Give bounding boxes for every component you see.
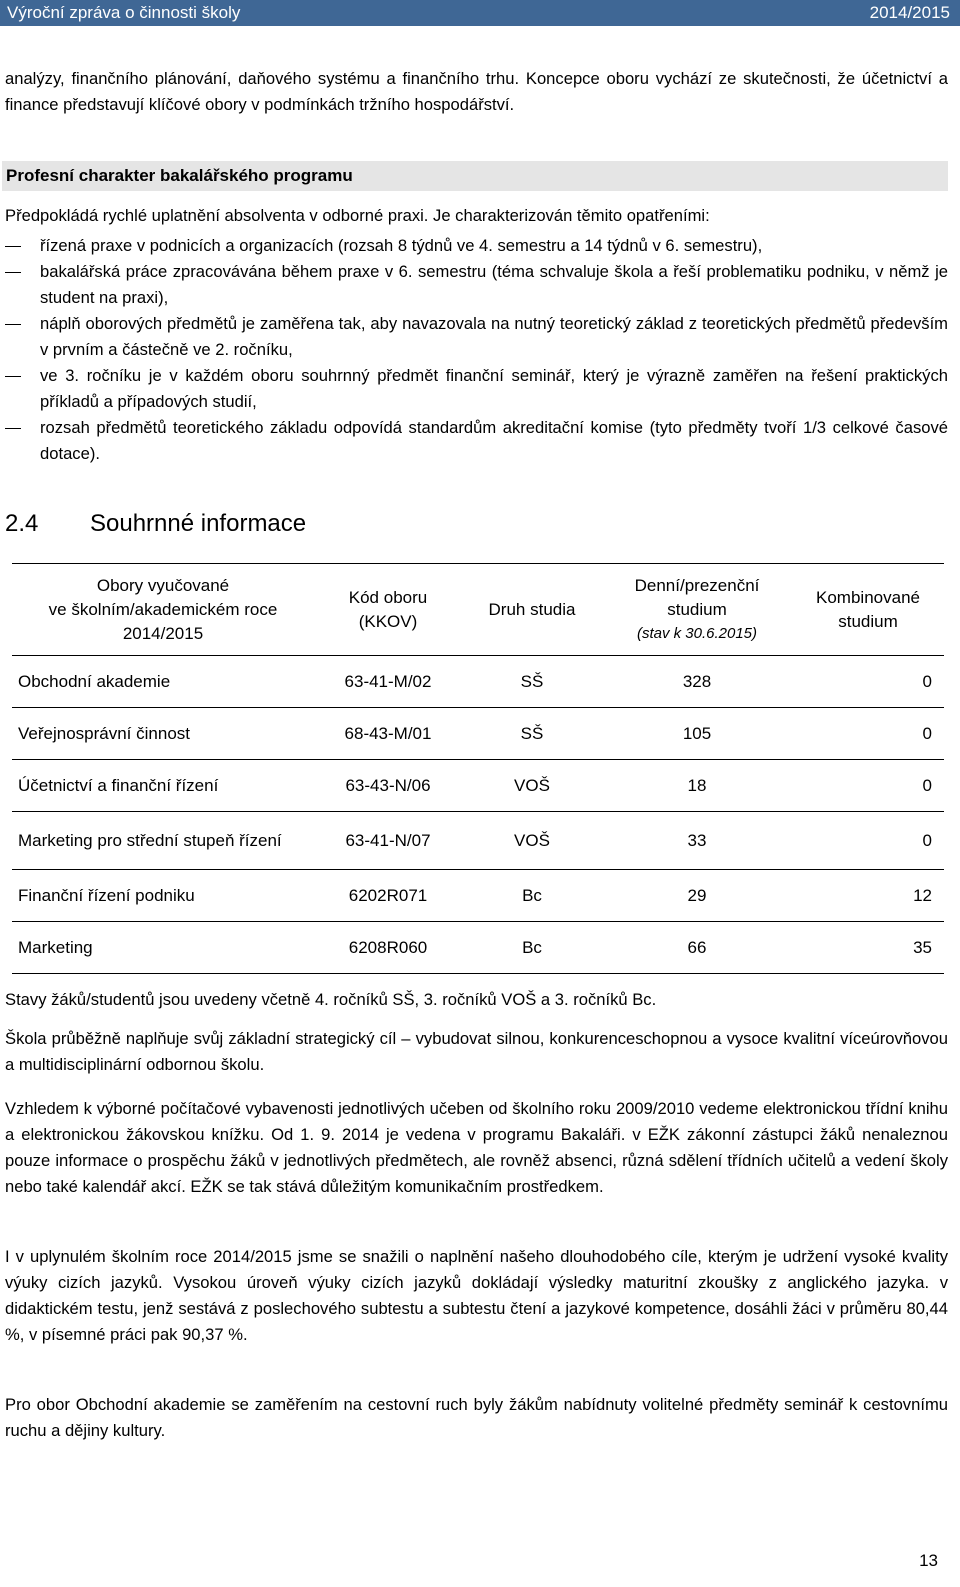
intro-paragraph: analýzy, finančního plánování, daňového systému a finančního trhu. Koncepce oboru vychází ze skutečnosti, že účetnictví a finance představují klíčové obory v podmínkách tržního hospodářství. xyxy=(5,69,948,114)
list-item xyxy=(5,233,948,259)
cell-druh: SŠ xyxy=(462,656,602,708)
cell-druh: VOŠ xyxy=(462,812,602,870)
header-year: 2014/2015 xyxy=(869,3,950,22)
cell-denni: 29 xyxy=(602,870,792,922)
cell-kombinovane: 0 xyxy=(792,656,944,708)
cell-denni: 105 xyxy=(602,708,792,760)
section-intro: Předpokládá rychlé uplatnění absolventa v odborné praxi. Je charakterizován těmito opatřeními: xyxy=(5,206,710,225)
dash-icon xyxy=(5,272,21,273)
header-obory xyxy=(12,564,314,656)
cell-kod: 63-41-N/07 xyxy=(314,812,462,870)
header-obory-line1: Obory vyučované xyxy=(96,575,230,595)
cell-obor: Finanční řízení podniku xyxy=(12,870,314,922)
cell-druh: Bc xyxy=(462,870,602,922)
header-komb-line1: Kombinované xyxy=(816,587,920,607)
header-kod-line2: (KKOV) xyxy=(358,611,418,631)
header-kod xyxy=(314,564,462,656)
list-item xyxy=(5,259,948,311)
section-heading-text: Profesní charakter bakalářského programu xyxy=(6,166,353,185)
paragraph: Škola průběžně naplňuje svůj základní strategický cíl – vybudovat silnou, konkurenceschopnou a vysoce kvalitní víceúrovňovou a multidisciplinární odbornou školu. xyxy=(5,1029,948,1074)
page-header xyxy=(0,0,960,26)
header-denni-line1: Denní/prezenční xyxy=(634,575,760,595)
table-row xyxy=(12,812,944,870)
header-denni xyxy=(602,564,792,656)
table-header-row xyxy=(12,564,944,656)
header-title: Výroční zpráva o činnosti školy xyxy=(7,3,241,22)
cell-kod: 6202R071 xyxy=(314,870,462,922)
cell-kod: 63-43-N/06 xyxy=(314,760,462,812)
list-item-text: ve 3. ročníku je v každém oboru souhrnný předmět finanční seminář, který je výrazně zaměřen na řešení praktických příkladů a případových studií, xyxy=(40,366,948,411)
cell-kombinovane: 35 xyxy=(792,922,944,974)
paragraph: Vzhledem k výborné počítačové vybavenosti jednotlivých učeben od školního roku 2009/2010 vedeme elektronickou třídní knihu a elektronickou žákovskou knížku. Od 1. 9. 2014 je vedena v programu Bakaláři. v EŽK zákonní zástupci žáků nenaleznou pouze informace o prospěchu žáků v jednotlivých předmětech, ale rovněž absenci, různá sdělení třídních učitelů a vedení školy nebo také kalendář akcí. EŽK se tak stává důležitým komunikačním prostředkem. xyxy=(5,1099,948,1196)
cell-obor: Obchodní akademie xyxy=(12,656,314,708)
table-row xyxy=(12,708,944,760)
paragraph: I v uplynulém školním roce 2014/2015 jsme se snažili o naplnění našeho dlouhodobého cíle, kterým je udržení vysoké kvality výuky cizích jazyků. Vysokou úroveň výuky cizích jazyků dokládají výsledky maturitní zkoušky z anglického jazyka. v didaktickém testu, jenž sestává z poslechového subtestu a subtestu čtení a jazykové kompetence, dosáhli žáci v průměru 80,44 %, v písemné práci pak 90,37 %. xyxy=(5,1247,948,1344)
header-druh: Druh studia xyxy=(462,564,602,656)
cell-druh: VOŠ xyxy=(462,760,602,812)
cell-denni: 66 xyxy=(602,922,792,974)
cell-denni: 18 xyxy=(602,760,792,812)
header-komb-line2: studium xyxy=(838,611,898,631)
section-heading xyxy=(2,161,948,191)
header-kombinovane xyxy=(792,564,944,656)
list-item-text: bakalářská práce zpracovávána během praxe v 6. semestru (téma schvaluje škola a řeší problematiku podniku, v němž je student na praxi), xyxy=(40,262,948,307)
summary-table xyxy=(12,563,944,974)
cell-druh: SŠ xyxy=(462,708,602,760)
chapter-heading xyxy=(5,507,306,541)
dash-icon xyxy=(5,324,21,325)
paragraph: Pro obor Obchodní akademie se zaměřením na cestovní ruch byly žákům nabídnuty volitelné předměty seminář k cestovnímu ruchu a dějiny kultury. xyxy=(5,1395,948,1440)
list-item-text: náplň oborových předmětů je zaměřena tak, aby navazovala na nutný teoretický základ z teoretických předmětů především v prvním a částečně ve 2. ročníku, xyxy=(40,314,948,359)
header-kod-line1: Kód oboru xyxy=(348,587,428,607)
cell-kombinovane: 0 xyxy=(792,760,944,812)
header-denni-line2: studium xyxy=(667,599,727,619)
list-item xyxy=(5,415,948,467)
dash-icon xyxy=(5,246,21,247)
table-row xyxy=(12,922,944,974)
list-item xyxy=(5,311,948,363)
header-obory-line3: 2014/2015 xyxy=(122,623,204,643)
list-item xyxy=(5,363,948,415)
header-obory-line2: ve školním/akademickém roce xyxy=(48,599,278,619)
cell-kod: 63-41-M/02 xyxy=(314,656,462,708)
table-note: Stavy žáků/studentů jsou uvedeny včetně 4. ročníků SŠ, 3. ročníků VOŠ a 3. ročníků Bc. xyxy=(5,990,657,1009)
dash-icon xyxy=(5,376,21,377)
cell-kod: 6208R060 xyxy=(314,922,462,974)
table-row xyxy=(12,760,944,812)
bullet-list xyxy=(5,233,948,467)
cell-denni: 33 xyxy=(602,812,792,870)
cell-denni: 328 xyxy=(602,656,792,708)
header-denni-note: (stav k 30.6.2015) xyxy=(636,624,758,642)
list-item-text: rozsah předmětů teoretického základu odpovídá standardům akreditační komise (tyto předměty tvoří 1/3 celkové časové dotace). xyxy=(40,418,948,463)
list-item-text: řízená praxe v podnicích a organizacích (rozsah 8 týdnů ve 4. semestru a 14 týdnů v 6. semestru), xyxy=(40,236,763,255)
dash-icon xyxy=(5,428,21,429)
cell-obor: Marketing pro střední stupeň řízení xyxy=(12,812,314,870)
cell-obor: Veřejnosprávní činnost xyxy=(12,708,314,760)
cell-kombinovane: 0 xyxy=(792,812,944,870)
cell-obor: Marketing xyxy=(12,922,314,974)
table-row xyxy=(12,656,944,708)
cell-obor: Účetnictví a finanční řízení xyxy=(12,760,314,812)
cell-druh: Bc xyxy=(462,922,602,974)
table-row xyxy=(12,870,944,922)
cell-kod: 68-43-M/01 xyxy=(314,708,462,760)
chapter-title: Souhrnné informace xyxy=(90,510,307,537)
page-number: 13 xyxy=(919,1551,938,1570)
cell-kombinovane: 0 xyxy=(792,708,944,760)
chapter-number: 2.4 xyxy=(5,510,39,537)
cell-kombinovane: 12 xyxy=(792,870,944,922)
